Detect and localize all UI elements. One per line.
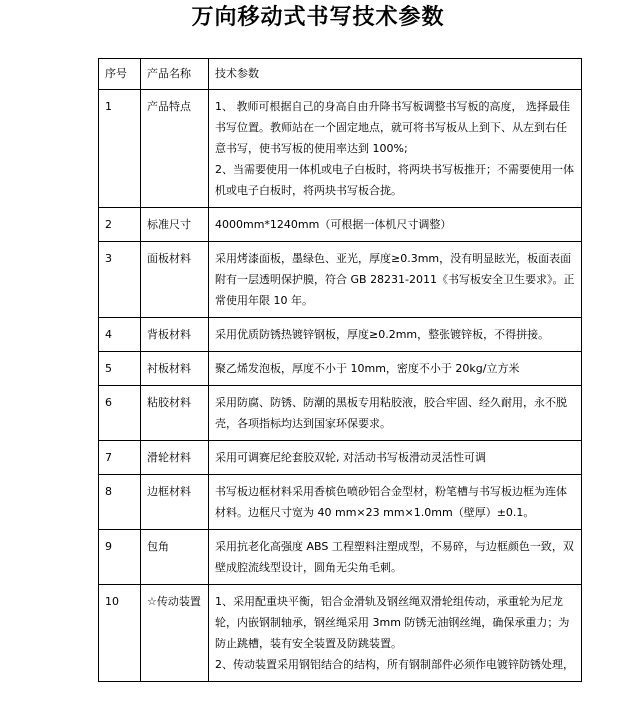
tech-params — [209, 208, 582, 242]
tech-params — [209, 386, 582, 441]
header-name: 产品名称 — [141, 59, 209, 90]
table-row — [99, 90, 582, 208]
table-row — [99, 208, 582, 242]
table-row — [99, 585, 582, 682]
tech-params — [209, 475, 582, 530]
spec-table — [98, 58, 582, 682]
tech-params — [209, 318, 582, 352]
param-paragraph: 采用可调赛尼纶套胶双轮, 对活动书写板滑动灵活性可调 — [215, 451, 486, 464]
product-name: 产品特点 — [141, 90, 209, 208]
product-name: 滑轮材料 — [141, 441, 209, 475]
row-number: 10 — [99, 585, 141, 682]
table-row — [99, 352, 582, 386]
row-number: 5 — [99, 352, 141, 386]
header-params: 技术参数 — [209, 59, 582, 90]
row-number: 8 — [99, 475, 141, 530]
row-number: 6 — [99, 386, 141, 441]
param-paragraph: 采用烤漆面板，墨绿色、亚光，厚度≥0.3mm，没有明显眩光，板面表面附有一层透明保护膜，符合 GB 28231-2011《书写板安全卫生要求》。正常使用年限 10 年。 — [215, 252, 575, 307]
page-title: 万向移动式书写技术参数 — [191, 5, 445, 30]
row-number: 2 — [99, 208, 141, 242]
table-row — [99, 242, 582, 318]
param-paragraph: 4000mm*1240mm（可根据一体机尺寸调整） — [215, 218, 452, 231]
param-paragraph: 2、当需要使用一体机或电子白板时，将两块书写板推开；不需要使用一体机或电子白板时，将两块书写板合拢。 — [215, 163, 574, 197]
param-paragraph: 采用防腐、防锈、防潮的黑板专用粘胶液，胶合牢固、经久耐用，永不脱壳，各项指标均达到国家环保要求。 — [215, 396, 567, 430]
product-name: 衬板材料 — [141, 352, 209, 386]
row-number: 4 — [99, 318, 141, 352]
param-paragraph: 采用优质防锈热镀锌钢板，厚度≥0.2mm，整张镀锌板，不得拼接。 — [215, 328, 550, 341]
product-name: 包角 — [141, 530, 209, 585]
param-paragraph: 书写板边框材料采用香槟色喷砂铝合金型材，粉笔槽与书写板边框为连体材料。边框尺寸宽为 40 mm×23 mm×1.0mm（壁厚）±0.1。 — [215, 485, 567, 519]
table-row — [99, 386, 582, 441]
tech-params — [209, 585, 582, 682]
tech-params — [209, 441, 582, 475]
param-paragraph: 1、采用配重块平衡，铝合金滑轨及钢丝绳双滑轮组传动，承重轮为尼龙轮，内嵌钢制轴承，钢丝绳采用 3mm 防锈无油钢丝绳，确保承重力；为防止跳槽，装有安全装置及防跳装置。 — [215, 595, 570, 650]
param-paragraph: 1、 教师可根据自己的身高自由升降书写板调整书写板的高度， 选择最佳书写位置。教师站在一个固定地点，就可将书写板从上到下、从左到右任意书写，使书写板的使用率达到 100%; — [215, 100, 570, 155]
row-number: 7 — [99, 441, 141, 475]
tech-params — [209, 352, 582, 386]
product-name: 粘胶材料 — [141, 386, 209, 441]
product-name: 边框材料 — [141, 475, 209, 530]
header-no: 序号 — [99, 59, 141, 90]
table-header-row — [99, 59, 582, 90]
param-paragraph: 2、传动装置采用钢铝结合的结构，所有钢制部件必须作电镀锌防锈处理， — [215, 658, 574, 671]
product-name: ☆传动装置 — [141, 585, 209, 682]
table-row — [99, 530, 582, 585]
row-number: 1 — [99, 90, 141, 208]
row-number: 3 — [99, 242, 141, 318]
param-paragraph: 采用抗老化高强度 ABS 工程塑料注塑成型，不易碎，与边框颜色一致，双壁成腔流线型设计，圆角无尖角毛刺。 — [215, 540, 574, 574]
tech-params — [209, 530, 582, 585]
tech-params — [209, 242, 582, 318]
table-row — [99, 475, 582, 530]
param-paragraph: 聚乙烯发泡板，厚度不小于 10mm，密度不小于 20kg/立方米 — [215, 362, 520, 375]
product-name: 面板材料 — [141, 242, 209, 318]
product-name: 背板材料 — [141, 318, 209, 352]
tech-params — [209, 90, 582, 208]
row-number: 9 — [99, 530, 141, 585]
table-row — [99, 441, 582, 475]
table-row — [99, 318, 582, 352]
product-name: 标准尺寸 — [141, 208, 209, 242]
